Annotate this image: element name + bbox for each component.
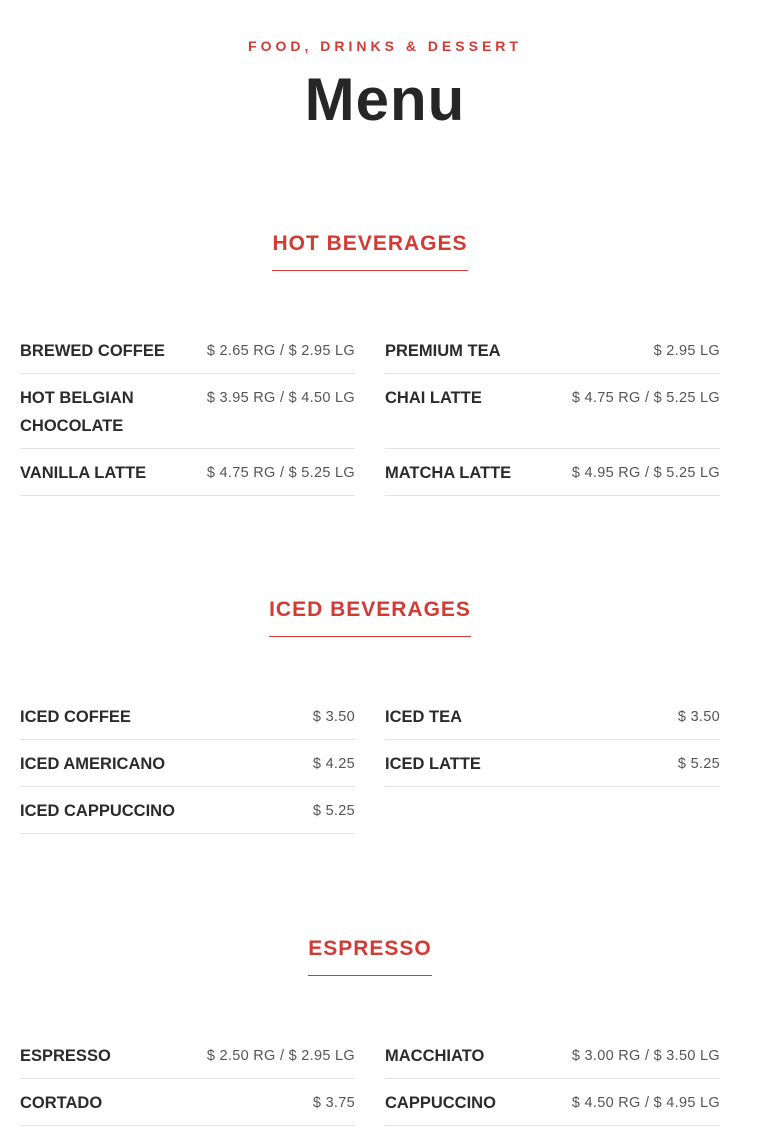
item-name: CHAI LATTE (385, 389, 482, 407)
menu-column-left (20, 327, 355, 496)
section-title: ICED BEVERAGES (269, 598, 471, 637)
section-title: HOT BEVERAGES (272, 232, 467, 271)
menu-column-right (385, 327, 720, 496)
menu-column-left (20, 693, 355, 834)
item-name: ICED AMERICANO (20, 755, 166, 773)
item-price: $ 4.50 RG / $ 4.95 LG (571, 1095, 720, 1111)
item-price: $ 4.75 RG / $ 5.25 LG (206, 465, 355, 481)
item-name: MATCHA LATTE (385, 464, 512, 482)
item-price: $ 3.50 (677, 709, 720, 725)
section-hot-beverages (20, 232, 720, 527)
item-price: $ 3.50 (312, 709, 355, 725)
menu-item (20, 449, 355, 496)
item-price: $ 4.75 RG / $ 5.25 LG (571, 390, 720, 406)
item-price: $ 3.75 (312, 1095, 355, 1111)
menu-header (0, 38, 770, 132)
item-price: $ 2.65 RG / $ 2.95 LG (206, 343, 355, 359)
menu-column-left (20, 1032, 355, 1126)
section-title: ESPRESSO (308, 937, 432, 976)
menu-item (20, 1032, 355, 1079)
item-name: VANILLA LATTE (20, 464, 147, 482)
menu-item (20, 787, 355, 834)
item-price: $ 5.25 (677, 756, 720, 772)
section-espresso (20, 937, 720, 1132)
item-name: BREWED COFFEE (20, 342, 165, 360)
item-name: ICED CAPPUCCINO (20, 802, 175, 820)
item-price: $ 2.95 LG (653, 343, 720, 359)
menu-item (385, 693, 720, 740)
item-price: $ 5.25 (312, 803, 355, 819)
menu-item (385, 1079, 720, 1126)
item-name: ESPRESSO (20, 1047, 111, 1065)
menu-item (385, 374, 720, 449)
item-price: $ 4.25 (312, 756, 355, 772)
menu-item (20, 693, 355, 740)
item-name: CAPPUCCINO (385, 1094, 496, 1112)
menu-column-right (385, 693, 720, 787)
menu-item (20, 327, 355, 374)
menu-item (20, 374, 355, 449)
menu-eyebrow: FOOD, DRINKS & DESSERT (248, 38, 522, 54)
menu-item (385, 327, 720, 374)
item-price: $ 3.00 RG / $ 3.50 LG (571, 1048, 720, 1064)
menu-item (20, 740, 355, 787)
item-price: $ 4.95 RG / $ 5.25 LG (571, 465, 720, 481)
item-name: ICED COFFEE (20, 708, 131, 726)
item-name: CORTADO (20, 1094, 103, 1112)
item-name: HOT BELGIAN CHOCOLATE (20, 389, 134, 435)
menu-column-right (385, 1032, 720, 1126)
item-price: $ 2.50 RG / $ 2.95 LG (206, 1048, 355, 1064)
menu-item (385, 449, 720, 496)
item-name: ICED LATTE (385, 755, 481, 773)
item-price: $ 3.95 RG / $ 4.50 LG (206, 390, 355, 406)
menu-item (385, 1032, 720, 1079)
menu-item (20, 1079, 355, 1126)
item-name: MACCHIATO (385, 1047, 485, 1065)
menu-item (385, 740, 720, 787)
item-name: ICED TEA (385, 708, 463, 726)
page-title: Menu (304, 66, 466, 133)
section-iced-beverages (20, 598, 720, 843)
item-name: PREMIUM TEA (385, 342, 501, 360)
